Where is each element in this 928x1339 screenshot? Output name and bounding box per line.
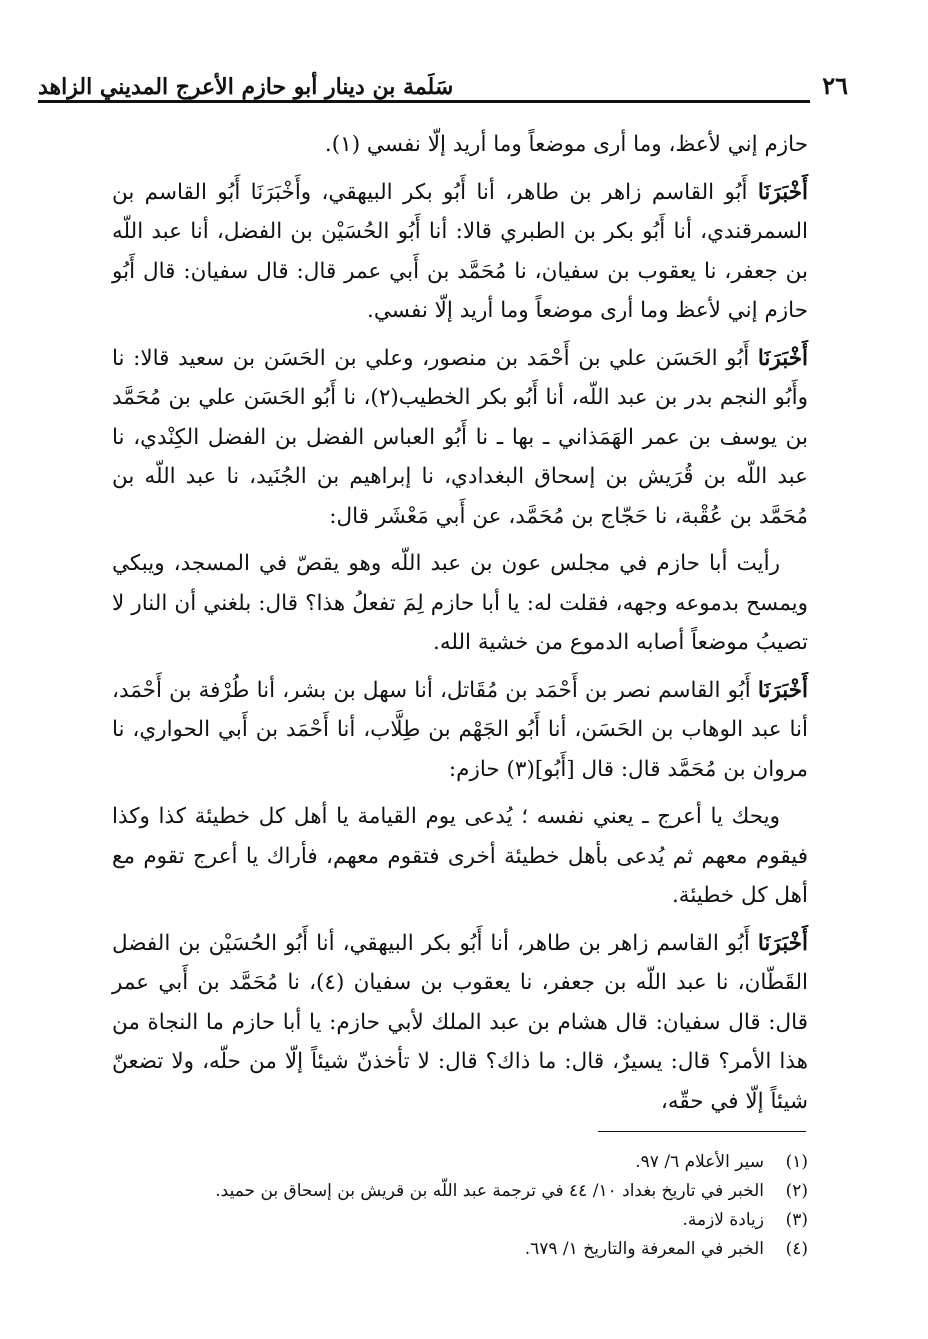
isnad-lead: أَخْبَرَنَا <box>757 345 808 371</box>
paragraph-7 <box>112 924 808 1122</box>
footnote-number: (٣) <box>785 1210 808 1230</box>
footnote-number: (٤) <box>785 1239 808 1259</box>
footnote-text: الخبر في المعرفة والتاريخ ١/ ٦٧٩. <box>524 1239 764 1259</box>
footnote-item <box>112 1235 808 1264</box>
footnote-item <box>112 1206 808 1235</box>
footnote-number: (١) <box>785 1152 808 1172</box>
paragraph-4: رأيت أبا حازم في مجلس عون بن عبد اللّه وهو يقصّ في المسجد، ويبكي ويمسح بدموعه وجهه، فقلت له: يا أبا حازم لِمَ تفعلُ هذا؟ قال: بلغني أن النار لا تصيبُ موضعاً أصابه الدموع من خشية الله. <box>112 551 808 655</box>
paragraph-text: أَبُو القاسم زاهر بن طاهر، أنا أَبُو بكر البيهقي، وأَخْبَرَنَا أَبُو القاسم بن السمرقندي، أنا أَبُو بكر بن الطبري قالا: أنا أَبُو الحُسَيْن بن الفضل، أنا عبد اللّه بن جعفر، نا يعقوب بن سفيان، نا مُحَمَّد بن أَبي عمر قال: قال سفيان: قال أَبُو حازم إني لأعظ وما أرى موضعاً وما أريد إلّا نفسي. <box>112 179 808 323</box>
running-title: سَلَمة بن دينار أبو حازم الأعرج المديني الزاهد <box>38 74 454 100</box>
footnote-text: الخبر في تاريخ بغداد ١٠/ ٤٤ في ترجمة عبد اللّه بن قريش بن إسحاق بن حميد. <box>215 1181 764 1201</box>
paragraph-2 <box>112 173 808 331</box>
paragraph-text: أَبُو القاسم نصر بن أَحْمَد بن مُقَاتل، أنا سهل بن بشر، أنا طُرْفة بن أَحْمَد، أنا عبد الوهاب بن الحَسَن، أنا أَبُو الجَهْم بن طِلَّاب، أنا أَحْمَد بن أَبي الحواري، نا مروان بن مُحَمَّد قال: قال [أَبُو](٣) حازم: <box>112 677 808 782</box>
paragraph-6: ويحك يا أعرج ـ يعني نفسه ؛ يُدعى يوم القيامة يا أهل كل خطيئة كذا وكذا فيقوم معهم ثم يُدعى بأهل خطيئة أخرى فتقوم معهم، فأراك يا أعرج تقوم مع أهل كل خطيئة. <box>112 804 808 908</box>
isnad-lead: أَخْبَرَنَا <box>757 677 808 703</box>
footnote-rule <box>598 1131 806 1132</box>
isnad-lead: أَخْبَرَنَا <box>757 930 808 956</box>
paragraph-3 <box>112 339 808 537</box>
footnotes <box>112 1148 808 1264</box>
footnote-number: (٢) <box>785 1181 808 1201</box>
footnote-item <box>112 1177 808 1206</box>
paragraph-text: أَبُو القاسم زاهر بن طاهر، أنا أَبُو بكر البيهقي، أنا أَبُو الحُسَيْن بن الفضل القَطّان، نا عبد اللّه بن جعفر، نا يعقوب بن سفيان (٤)، نا مُحَمَّد بن أَبي عمر قال: قال سفيان: قال هشام بن عبد الملك لأبي حازم: يا أبا حازم ما النجاة من هذا الأمر؟ قال: يسيرٌ، قال: ما ذاك؟ قال: لا تأخذنّ شيئاً إلّا من حلّه، ولا تضعنّ شيئاً إلّا في حقّه، <box>112 930 808 1114</box>
footnote-item <box>112 1148 808 1177</box>
page-header <box>38 60 848 100</box>
footnote-text: زيادة لازمة. <box>682 1210 764 1230</box>
paragraph-5 <box>112 671 808 790</box>
main-text <box>112 125 808 1129</box>
header-rule <box>38 100 810 103</box>
paragraph-1: حازم إني لأعظ، وما أرى موضعاً وما أريد إلّا نفسي (١). <box>324 132 808 157</box>
page-number: ٢٦ <box>822 71 848 100</box>
paragraph-text: أَبُو الحَسَن علي بن أَحْمَد بن منصور، وعلي بن الحَسَن بن سعيد قالا: نا وأَبُو النجم بدر بن عبد اللّه، أنا أَبُو بكر الخطيب(٢)، نا أَبُو الحَسَن علي بن مُحَمَّد بن يوسف بن عمر الهَمَذاني ـ بها ـ نا أَبُو العباس الفضل بن الفضل الكِنْدي، نا عبد اللّه بن قُرَيش بن إسحاق البغدادي، نا إبراهيم بن الجُنَيد، نا عبد اللّه بن مُحَمَّد بن عُقْبة، نا حَجّاج بن مُحَمَّد، عن أَبي مَعْشَر قال: <box>112 345 808 529</box>
isnad-lead: أَخْبَرَنَا <box>757 179 808 205</box>
footnote-text: سير الأعلام ٦/ ٩٧. <box>635 1152 764 1172</box>
